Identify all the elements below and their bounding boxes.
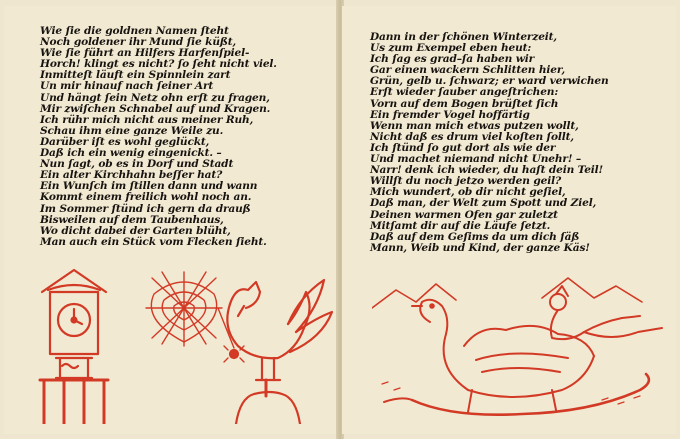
bird-figurehead-icon [412,300,447,334]
left-text-line: Ein Wunſch im ſtillen dann und wann [40,180,258,193]
left-text-line: Ich rühr mich nicht aus meiner Ruh, [40,113,254,126]
spider-web-icon [146,272,234,348]
left-text-line: Bisweilen auf dem Taubenhaus, [40,213,224,226]
mountains-icon [372,278,642,308]
rooster-weathervane-icon [227,280,332,424]
left-page [4,6,338,434]
right-text-line: Willſt du noch jetzo werden geil? [370,175,561,188]
left-text-line: Horch! klingt es nicht? ſo ſeht nicht viel. [40,58,277,71]
left-text-line: Wie ſie führt an Hilfers Harfenſpiel- [40,47,250,60]
right-text-line: Wenn man mich etwas putzen wollt, [370,119,579,132]
left-text-line: Im Sommer ſtünd ich gern da drauß [40,202,251,215]
right-text-line: Nicht daß es drum viel koſten ſollt, [370,130,574,143]
left-text-line: Daß ich ein wenig eingenickt. – [40,147,222,160]
right-text-line: Vorn auf dem Bogen brüſtet ſich [370,97,559,110]
cuckoo-clock-icon [40,270,108,424]
right-text-line: Ich ſag es grad–ſa haben wir [370,53,535,66]
right-text-line: Ich ſtünd ſo gut dort als wie der [370,141,556,154]
right-text-line: Mitſamt dir auf die Läufe ſetzt. [370,219,551,232]
right-text-line: Grün, gelb u. ſchwarz; er ward verwichen [370,75,609,88]
left-text-line: Noch goldener ihr Mund ſie küßt, [40,36,237,49]
left-text-line: Darüber iſt es wohl geglückt, [40,135,210,148]
left-text-line: Schau ihm eine ganze Weile zu. [40,124,224,137]
snow-marks-icon [382,382,640,404]
right-text-line: Gar einen wackern Schlitten hier, [370,64,566,77]
right-illustration [372,272,672,422]
left-text-line: Wo dicht dabei der Garten blüht, [40,224,231,237]
right-text-line: Mich wundert, ob dir nicht geſiel, [370,186,566,199]
right-page [342,6,676,434]
sleigh-icon [384,326,649,415]
left-text-line: Und hängt ſein Netz ohn erſt zu fragen, [40,91,270,104]
left-text-line: Kommt einem freilich wohl noch an. [40,191,252,204]
left-text-line: Un mir hinauf nach ſeiner Art [40,80,214,93]
left-text-line: Inmitteſt läuft ein Spinnlein zart [40,69,231,82]
right-text-line: Ein fremder Vogel hoffärtig [370,108,530,121]
right-text-line: Daß auf dem Geſims da um dich ſäß [370,230,580,243]
left-text-line: Wie ſie die goldnen Namen ſteht [40,25,229,37]
right-text-line: Dann in der ſchönen Winterzeit, [370,31,557,43]
rider-icon [550,286,662,339]
right-text-line: Daß man, der Welt zum Spott und Ziel, [370,197,597,210]
left-page-text [40,26,277,248]
left-text-line: Man auch ein Stück vom Flecken ſieht. [40,235,267,248]
right-text-line: Narr! denk ich wieder, du haſt dein Teil! [370,164,604,177]
right-text-line: Und machet niemand nicht Unehr! – [370,153,582,166]
right-page-text [370,32,609,254]
left-illustration [34,268,334,424]
left-text-line: Ein alter Kirchhahn beſſer hat? [40,169,223,182]
left-text-line: Mir zwiſchen Schnabel auf und Kragen. [40,102,271,115]
right-text-line: Erſt wieder ſauber angeſtrichen: [370,86,559,99]
left-text-line: Nun ſagt, ob es in Dorf und Stadt [40,158,234,171]
right-text-line: Deinen warmen Ofen gar zuletzt [370,208,558,221]
right-text-line: Mann, Weib und Kind, der ganze Käs! [370,241,590,254]
right-text-line: Us zum Exempel eben heut: [370,42,532,55]
